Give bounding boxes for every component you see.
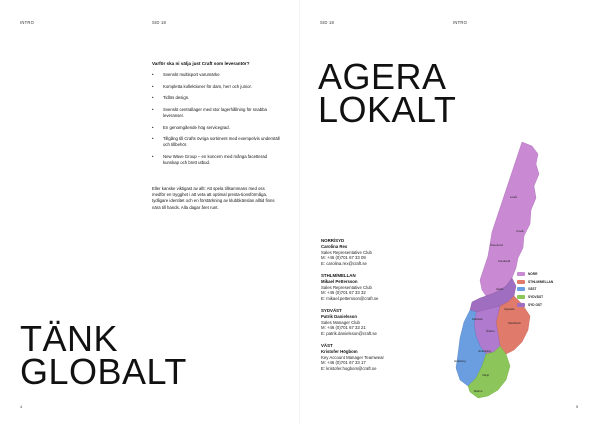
headline-line: AGERA — [318, 56, 447, 97]
legend-item — [517, 278, 553, 286]
legend-item — [517, 270, 553, 278]
bullet-mark: • — [152, 95, 154, 101]
map-label-goteborg: Göteborg — [454, 359, 466, 363]
contact-name: Patrik Danielsson — [321, 313, 358, 319]
legend-label: STHLM/MELLAN — [528, 279, 554, 284]
bullet-mark: • — [152, 83, 154, 89]
map-label-stockholm: Stockholm — [508, 321, 522, 325]
list-item: • Kompletta kollektioner för dam, herr och junior. — [152, 83, 252, 89]
contact-email: E: patrik.danielsson@craft.se — [321, 331, 377, 337]
contact-phone: M: +46 (0)701 67 33 09 — [321, 255, 366, 261]
map-legend — [517, 270, 553, 309]
map-label-orebro: Örebro — [486, 329, 495, 333]
contact-phone: M: +46 (0)701 67 33 21 — [321, 325, 366, 331]
map-label-gavle: Gävle — [496, 287, 504, 291]
legend-swatch — [517, 287, 525, 291]
legend-item — [517, 286, 553, 294]
list-item: • Tillgång till Crafts övriga sortiment med exempelvis underställ och tillbehör. — [152, 136, 280, 148]
map-label-uppsala: Uppsala — [504, 307, 515, 311]
contact-card — [321, 238, 441, 267]
list-item: • Svenskt centrallager med stor lagerhållning för snabba leveranser. — [152, 106, 267, 118]
contact-title: Sales Manager Club — [321, 319, 360, 325]
map-label-sundsvall: Sundsvall — [498, 259, 511, 263]
headline-line: GLOBALT — [20, 351, 187, 392]
running-header-page: SID 18 — [152, 20, 167, 25]
map-label-karlstad: Karlstad — [472, 317, 483, 321]
contact-phone: M: +46 (0)701 67 33 17 — [321, 360, 366, 366]
contact-phone: M: +46 (0)701 67 33 32 — [321, 290, 366, 296]
bullet-mark: • — [152, 72, 154, 77]
contact-title: Key Account Manager Teamwear — [321, 354, 384, 360]
bullet-mark: • — [152, 124, 154, 130]
map-label-lulea: Luleå — [510, 195, 517, 199]
list-item: • Tidlös design. — [152, 95, 190, 101]
running-header-right: INTRO — [453, 20, 468, 25]
bullet-mark: • — [152, 136, 154, 142]
contact-name: Carolina Rex — [321, 243, 348, 249]
map-label-ostersund: Östersund — [490, 243, 503, 247]
contact-region: VÄST — [321, 342, 333, 348]
page-number: 5 — [576, 404, 579, 409]
page-number: 4 — [20, 404, 23, 409]
contact-title: Sales Representative Club — [321, 284, 372, 290]
contact-name: Mikael Pettersson — [321, 278, 358, 284]
contact-region: NORR/SYD — [321, 238, 345, 243]
right-page — [300, 0, 600, 424]
contact-title: Sales Representative Club — [321, 249, 372, 255]
running-header-left: INTRO — [20, 20, 35, 25]
legend-swatch — [517, 303, 525, 307]
contact-name: Kristofer Högbom — [321, 348, 358, 354]
contact-card — [321, 343, 441, 372]
list-item: • New Wave Group – en koncern med många facetterad kunskap och brett utbud. — [152, 153, 267, 166]
headline-line: LOKALT — [318, 89, 457, 130]
contact-email: E: mikael.pettersson@craft.se — [321, 296, 379, 302]
map-label-jonkoping: Jönköping — [478, 349, 491, 353]
legend-swatch — [517, 295, 525, 299]
map-label-umea: Umeå — [516, 229, 524, 233]
contact-card — [321, 273, 441, 302]
contact-list — [321, 238, 441, 378]
legend-label: VÄST — [528, 287, 537, 292]
contact-email: E: carolina.rex@craft.se — [321, 261, 367, 267]
legend-label: SYD OST — [528, 303, 542, 308]
contact-region: STHLM/MELLAN — [321, 272, 356, 278]
list-item: • En genomgående hög servicegrad. — [152, 124, 230, 130]
headline-think-global — [20, 318, 187, 392]
running-header-page: SID 18 — [320, 20, 335, 25]
legend-item — [517, 293, 553, 301]
legend-label: NORR — [528, 271, 538, 276]
contact-card — [321, 308, 441, 337]
list-item: • Svenskt multisport varumärke — [152, 72, 220, 77]
closing-paragraph: Eller kanske viktigast av allt: Att spela tillsammans med oss medför en trygghet i att veta att optimal presta-tionsförmåga, tydligare identitet och en förstärkning av klubbkänslan alltid finns nära till hands. Alla dagar året runt. — [152, 186, 275, 210]
map-label-malmo: Malmö — [474, 389, 483, 393]
headline-line: TÄNK — [20, 318, 119, 359]
reasons-list — [152, 72, 282, 172]
map-label-vaxjo: Växjö — [482, 373, 489, 377]
legend-swatch — [517, 280, 525, 284]
legend-swatch — [517, 272, 525, 276]
intro-question: Varför ska ni välja just Craft som leverantör? — [152, 61, 250, 66]
bullet-mark: • — [152, 153, 154, 159]
contact-email: E: kristofer.hogbom@craft.se — [321, 366, 377, 372]
legend-label: SYDVÄST — [528, 295, 544, 300]
contact-region: SYDVÄST — [321, 307, 342, 313]
headline-act-local — [318, 56, 457, 130]
legend-item — [517, 301, 553, 309]
bullet-mark: • — [152, 106, 154, 112]
